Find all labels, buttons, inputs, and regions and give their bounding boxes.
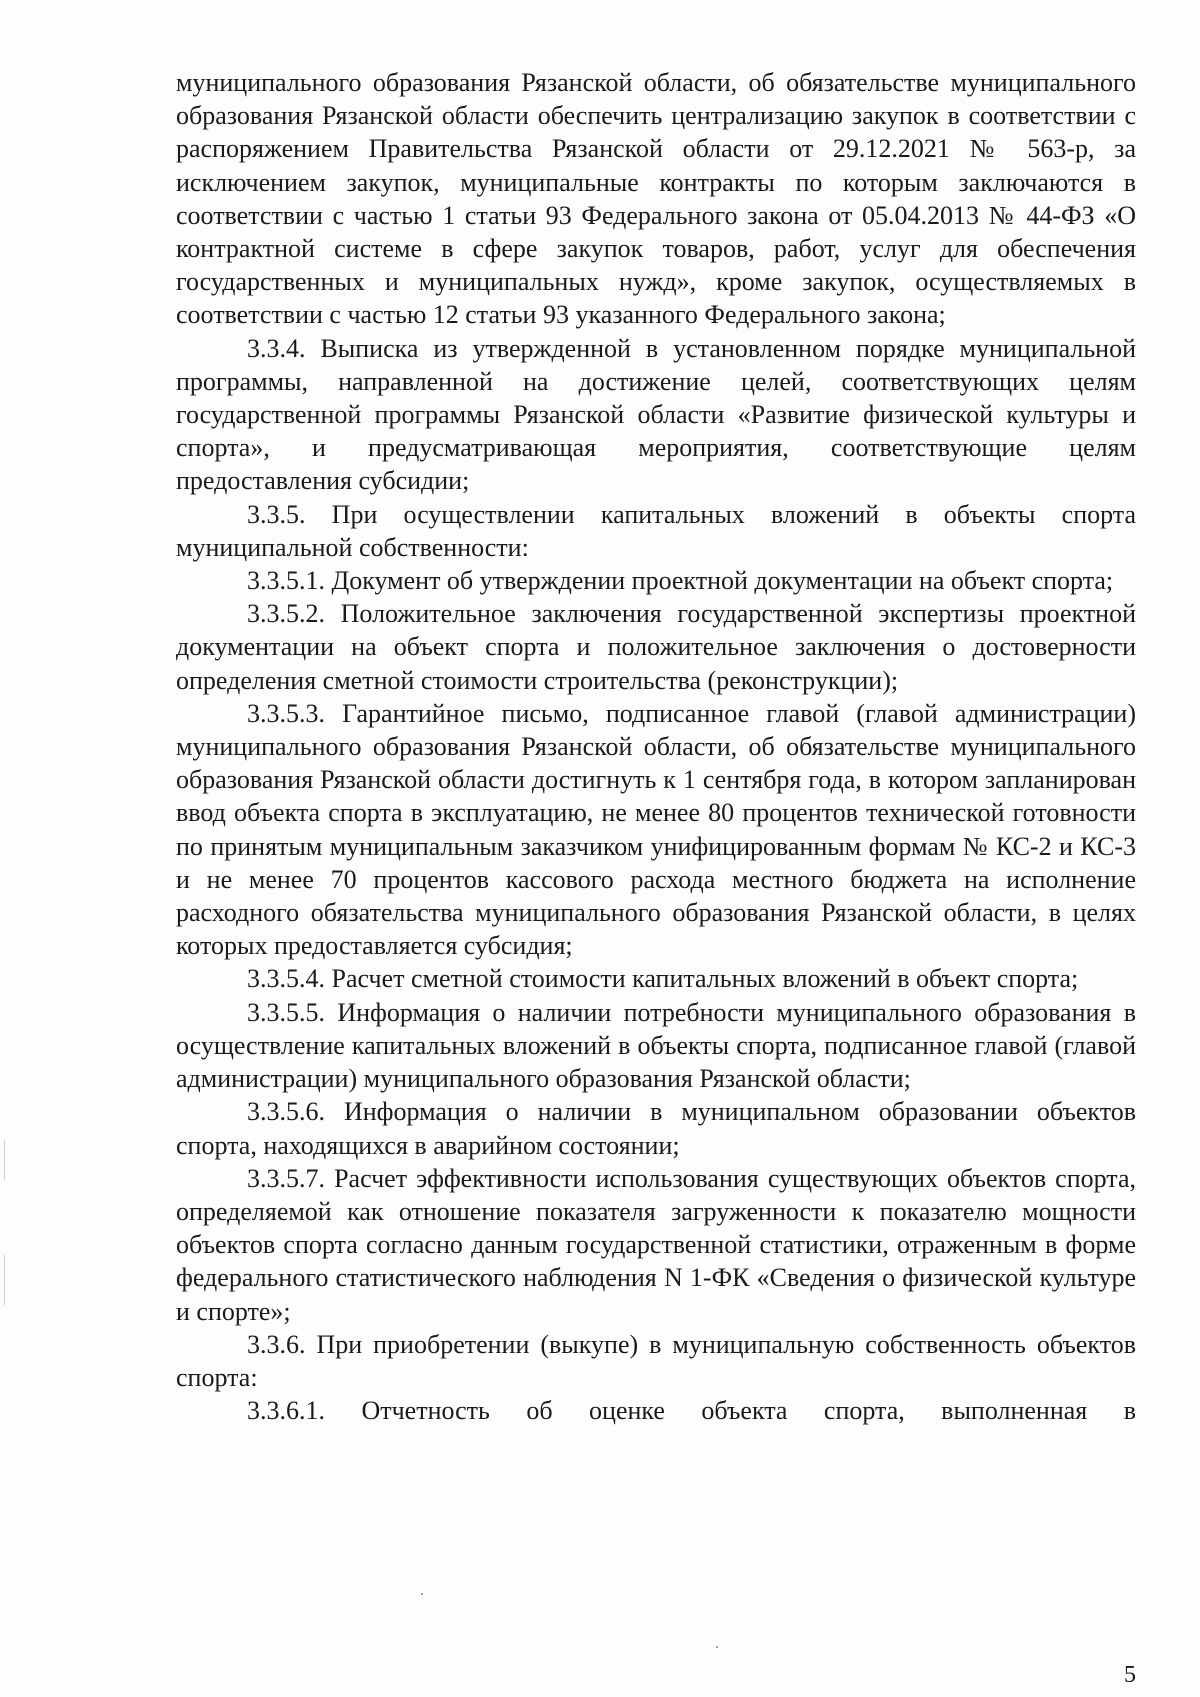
page-number: 5 xyxy=(1124,1662,1136,1688)
paragraph-3-3-5-5: 3.3.5.5. Информация о наличии потребности муниципального образования в осуществление капитальных вложений в объекты спорта, подписанное главой (главой администрации) муниципального образования Рязанской области; xyxy=(176,997,1136,1094)
paragraph-3-3-6-1: 3.3.6.1. Отчетность об оценке объекта спорта, выполненная в xyxy=(247,1396,1136,1426)
paragraph-3-3-5-7: 3.3.5.7. Расчет эффективности использования существующих объектов спорта, определяемой как отношение показателя загруженности к показателю мощности объектов спорта согласно данным государственной статистики, отраженным в форме федерального статистического наблюдения N 1-ФК «Сведения о физической культуре и спорте»; xyxy=(176,1163,1136,1326)
document-body xyxy=(176,66,1136,1427)
paragraph-continuation: муниципального образования Рязанской области, об обязательстве муниципального образования Рязанской области обеспечить централизацию закупок в соответствии с распоряжением Правительства Рязанской области от 29.12.2021 № 563-р, за исключением закупок, муниципальные контракты по которым заключаются в соответствии с частью 1 статьи 93 Федерального закона от 05.04.2013 № 44-ФЗ «О контрактной системе в сфере закупок товаров, работ, услуг для обеспечения государственных и муниципальных нужд», кроме закупок, осуществляемых в соответствии с частью 12 статьи 93 указанного Федерального закона; xyxy=(176,68,1136,330)
paragraph-3-3-5-6: 3.3.5.6. Информация о наличии в муниципальном образовании объектов спорта, находящихся в аварийном состоянии; xyxy=(176,1097,1136,1160)
paragraph-3-3-5: 3.3.5. При осуществлении капитальных вложений в объекты спорта муниципальной собственности: xyxy=(176,499,1136,562)
paragraph-3-3-5-4: 3.3.5.4. Расчет сметной стоимости капитальных вложений в объект спорта; xyxy=(247,964,1079,994)
paragraph-3-3-4: 3.3.4. Выписка из утвержденной в установленном порядке муниципальной программы, направленной на достижение целей, соответствующих целям государственной программы Рязанской области «Развитие физической культуры и спорта», и предусматривающая мероприятия, соответствующие целям предоставления субсидии; xyxy=(176,333,1136,496)
paragraph-3-3-5-1: 3.3.5.1. Документ об утверждении проектной документации на объект спорта; xyxy=(247,566,1114,596)
scan-speck xyxy=(716,1646,718,1648)
scan-speck xyxy=(421,1593,423,1595)
scan-edge-mark xyxy=(4,1255,5,1305)
scan-edge-mark xyxy=(4,1140,5,1180)
paragraph-3-3-6: 3.3.6. При приобретении (выкупе) в муниципальную собственность объектов спорта: xyxy=(176,1329,1136,1392)
paragraph-3-3-5-3: 3.3.5.3. Гарантийное письмо, подписанное главой (главой администрации) муниципального образования Рязанской области, об обязательстве муниципального образования Рязанской области достигнуть к 1 сентября года, в котором запланирован ввод объекта спорта в эксплуатацию, не менее 80 процентов технической готовности по принятым муниципальным заказчиком унифицированным формам № КС-2 и КС-3 и не менее 70 процентов кассового расхода местного бюджета на исполнение расходного обязательства муниципального образования Рязанской области, в целях которых предоставляется субсидия; xyxy=(176,698,1136,961)
paragraph-3-3-5-2: 3.3.5.2. Положительное заключения государственной экспертизы проектной документации на объект спорта и положительное заключения о достоверности определения сметной стоимости строительства (реконструкции); xyxy=(176,599,1136,695)
